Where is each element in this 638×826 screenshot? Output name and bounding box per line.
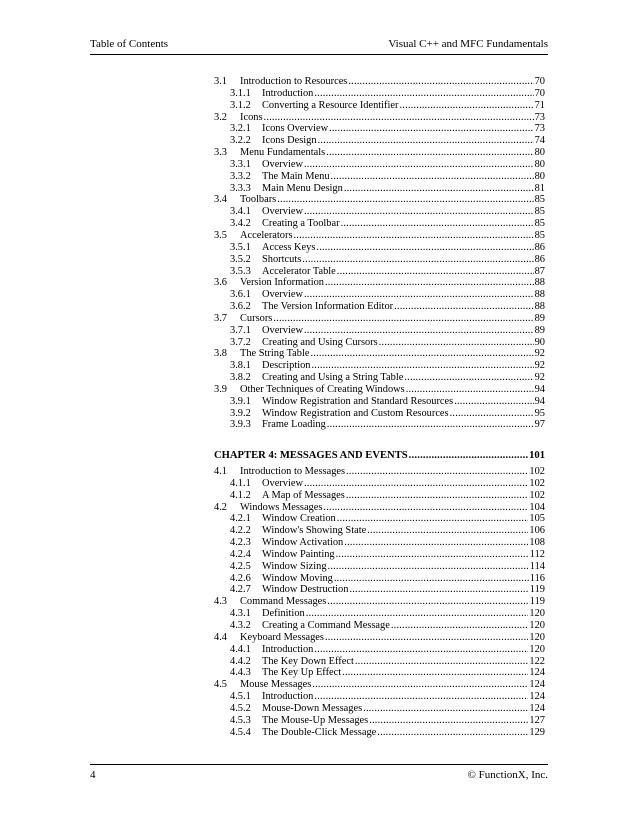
toc-entry[interactable] xyxy=(214,266,545,278)
toc-entry-page: 85 xyxy=(534,229,545,241)
dot-leader xyxy=(304,206,534,218)
toc-entry[interactable] xyxy=(214,525,545,537)
toc-entry-title: Introduction xyxy=(262,87,314,99)
dot-leader xyxy=(316,242,533,254)
dot-leader xyxy=(336,549,529,561)
chapter-page-number: 101 xyxy=(529,450,545,461)
toc-entry[interactable] xyxy=(214,254,545,266)
toc-entry[interactable] xyxy=(214,419,545,431)
toc-entry-title: Introduction xyxy=(262,643,314,655)
toc-entry[interactable] xyxy=(214,573,545,585)
toc-entry[interactable] xyxy=(214,100,545,112)
toc-entry-page: 102 xyxy=(529,466,545,477)
dot-leader xyxy=(355,656,529,668)
dot-leader xyxy=(377,727,528,739)
toc-entry-number: 3.9.2 xyxy=(230,407,251,419)
toc-entry[interactable] xyxy=(214,656,545,668)
dot-leader xyxy=(346,466,528,478)
toc-entry-number: 3.8.1 xyxy=(230,360,251,372)
dot-leader xyxy=(323,502,528,514)
toc-entry-page: 129 xyxy=(529,726,545,738)
toc-entry-page: 81 xyxy=(534,182,545,194)
toc-entry-title: Overview xyxy=(262,158,303,170)
dot-leader xyxy=(325,632,528,644)
toc-entry-title: Mouse-Down Messages xyxy=(262,702,363,714)
toc-entry-number: 3.9.1 xyxy=(230,395,251,407)
toc-entry-number: 4.5.3 xyxy=(230,714,251,726)
dot-leader xyxy=(331,171,534,183)
toc-entry-page: 120 xyxy=(529,608,545,620)
dot-leader xyxy=(304,159,534,171)
toc-entry-page: 92 xyxy=(534,372,545,384)
dot-leader xyxy=(391,620,529,632)
toc-entry-page: 70 xyxy=(534,87,545,99)
toc-entry-number: 3.6.1 xyxy=(230,289,251,301)
dot-leader xyxy=(349,584,528,596)
dot-leader xyxy=(304,289,534,301)
toc-entry-title: Overview xyxy=(262,477,303,489)
toc-entry-title: The Key Up Effect xyxy=(262,667,342,679)
toc-entry-page: 124 xyxy=(529,667,545,679)
toc-entry-page: 85 xyxy=(534,218,545,230)
toc-entry-page: 104 xyxy=(529,501,545,513)
toc-entry-page: 85 xyxy=(534,194,545,206)
toc-entry[interactable] xyxy=(214,289,545,301)
toc-entry-number: 3.8.2 xyxy=(230,372,251,384)
toc-entry-page: 124 xyxy=(529,691,545,703)
toc-entry-number: 3.7.1 xyxy=(230,324,251,336)
toc-entry[interactable] xyxy=(214,679,545,691)
toc-entry-number: 4.2.5 xyxy=(230,560,251,572)
toc-entry-page: 89 xyxy=(534,312,545,324)
dot-leader xyxy=(314,88,533,100)
toc-entry-title: Window Destruction xyxy=(262,584,349,596)
toc-entry-number: 4.4.1 xyxy=(230,643,251,655)
toc-entry[interactable] xyxy=(214,608,545,620)
toc-entry-number: 3.9 xyxy=(214,383,227,395)
dot-leader xyxy=(304,478,528,490)
toc-entry-title: Command Messages xyxy=(240,596,327,608)
header-book-title: Visual C++ and MFC Fundamentals xyxy=(388,38,548,50)
toc-entry-number: 4.1.1 xyxy=(230,477,251,489)
dot-leader xyxy=(409,450,528,461)
toc-entry-page: 116 xyxy=(529,572,545,584)
toc-entry-number: 3.3 xyxy=(214,147,227,159)
dot-leader xyxy=(318,135,534,147)
chapter-title: CHAPTER 4: MESSAGES AND EVENTS xyxy=(214,450,408,461)
toc-entry-number: 3.5.3 xyxy=(230,265,251,277)
toc-entry-page: 119 xyxy=(529,584,545,596)
toc-entry-page: 105 xyxy=(529,513,545,525)
dot-leader xyxy=(294,230,534,242)
toc-entry-page: 114 xyxy=(529,560,545,572)
toc-entry-title: The String Table xyxy=(240,348,310,360)
page-footer xyxy=(90,764,548,782)
toc-entry-title: Mouse Messages xyxy=(240,679,312,691)
toc-entry-page: 102 xyxy=(529,489,545,501)
toc-entry-title: Window Creation xyxy=(262,513,336,525)
toc-entry-number: 3.6.2 xyxy=(230,301,251,313)
toc-entry-page: 88 xyxy=(534,301,545,313)
dot-leader xyxy=(311,360,533,372)
toc-entry-title: Accelerator Table xyxy=(262,265,336,277)
dot-leader xyxy=(312,679,528,691)
toc-entry[interactable] xyxy=(214,502,545,514)
toc-entry-page: 85 xyxy=(534,206,545,218)
toc-entry-page: 86 xyxy=(534,241,545,253)
toc-chapter-heading[interactable] xyxy=(214,450,545,461)
toc-entry-number: 4.3.2 xyxy=(230,619,251,631)
toc-entry-title: The Main Menu xyxy=(262,170,330,182)
toc-entry-number: 3.9.3 xyxy=(230,419,251,431)
toc-entry-title: Overview xyxy=(262,324,303,336)
toc-entry-title: Icons Design xyxy=(262,135,317,147)
dot-leader xyxy=(341,218,534,230)
toc-entry-page: 90 xyxy=(534,336,545,348)
toc-entry-page: 73 xyxy=(534,123,545,135)
toc-entry-title: Converting a Resource Identifier xyxy=(262,99,399,111)
dot-leader xyxy=(302,254,533,266)
toc-entry-number: 4.5 xyxy=(214,679,227,691)
toc-entry[interactable] xyxy=(214,123,545,135)
toc-entry-number: 4.2.7 xyxy=(230,584,251,596)
toc-entry[interactable] xyxy=(214,218,545,230)
toc-entry-title: Window Activation xyxy=(262,537,344,549)
toc-entry-number: 4.1.2 xyxy=(230,489,251,501)
toc-entry-number: 4.5.1 xyxy=(230,691,251,703)
toc-entry-page: 92 xyxy=(534,348,545,360)
toc-entry-page: 120 xyxy=(529,643,545,655)
toc-entry-page: 88 xyxy=(534,289,545,301)
toc-entry-title: Windows Messages xyxy=(240,501,323,513)
dot-leader xyxy=(342,667,528,679)
toc-entry[interactable] xyxy=(214,691,545,703)
toc-entry[interactable] xyxy=(214,584,545,596)
dot-leader xyxy=(348,76,533,88)
toc-entry-title: The Double-Click Message xyxy=(262,726,377,738)
toc-entry[interactable] xyxy=(214,513,545,525)
toc-entry-title: Icons xyxy=(240,111,263,123)
toc-entry-title: The Version Information Editor xyxy=(262,301,394,313)
toc-entry-title: Shortcuts xyxy=(262,253,302,265)
toc-entry-number: 3.1.1 xyxy=(230,87,251,99)
dot-leader xyxy=(306,608,529,620)
dot-leader xyxy=(304,325,534,337)
dot-leader xyxy=(334,573,529,585)
toc-entry[interactable] xyxy=(214,396,545,408)
toc-entry-number: 3.4 xyxy=(214,194,227,206)
dot-leader xyxy=(399,100,533,112)
dot-leader xyxy=(379,337,534,349)
toc-entry-title: Creating a Command Message xyxy=(262,619,390,631)
toc-entry[interactable] xyxy=(214,76,545,88)
toc-entry[interactable] xyxy=(214,277,545,289)
dot-leader xyxy=(337,266,534,278)
toc-entry-title: Menu Fundamentals xyxy=(240,147,326,159)
toc-entry-page: 89 xyxy=(534,324,545,336)
dot-leader xyxy=(264,112,534,124)
dot-leader xyxy=(406,384,534,396)
toc-entry[interactable] xyxy=(214,112,545,124)
dot-leader xyxy=(367,525,528,537)
toc-entry-number: 3.5 xyxy=(214,229,227,241)
toc-entry-number: 3.3.1 xyxy=(230,158,251,170)
toc-entry-title: Creating a Toolbar xyxy=(262,218,340,230)
toc-entry-page: 95 xyxy=(534,407,545,419)
dot-leader xyxy=(363,703,528,715)
toc-entry[interactable] xyxy=(214,384,545,396)
toc-entry-title: Creating and Using Cursors xyxy=(262,336,378,348)
dot-leader xyxy=(344,183,534,195)
toc-entry-number: 4.2.3 xyxy=(230,537,251,549)
toc-entry-number: 3.1 xyxy=(214,76,227,87)
toc-entry[interactable] xyxy=(214,194,545,206)
toc-entry-number: 4.4.3 xyxy=(230,667,251,679)
toc-entry[interactable] xyxy=(214,88,545,100)
toc-entry-page: 97 xyxy=(534,419,545,431)
toc-entry-page: 122 xyxy=(529,655,545,667)
toc-entry-number: 4.2 xyxy=(214,501,227,513)
toc-entry[interactable] xyxy=(214,561,545,573)
dot-leader xyxy=(346,490,529,502)
toc-entry-number: 4.4 xyxy=(214,631,227,643)
toc-entry-number: 3.3.2 xyxy=(230,170,251,182)
toc-entry-page: 94 xyxy=(534,383,545,395)
toc-entry-number: 3.2 xyxy=(214,111,227,123)
toc-entry-title: Window's Showing State xyxy=(262,525,367,537)
toc-entry-page: 74 xyxy=(534,135,545,147)
toc-entry[interactable] xyxy=(214,727,545,739)
toc-entry-page: 120 xyxy=(529,631,545,643)
toc-entry-number: 4.2.1 xyxy=(230,513,251,525)
dot-leader xyxy=(314,644,528,656)
toc-entry-number: 4.2.2 xyxy=(230,525,251,537)
toc-entry[interactable] xyxy=(214,206,545,218)
dot-leader xyxy=(404,372,533,384)
toc-entry-page: 73 xyxy=(534,111,545,123)
toc-entry-title: Keyboard Messages xyxy=(240,631,324,643)
toc-entry-number: 3.1.2 xyxy=(230,99,251,111)
toc-entry-number: 3.7.2 xyxy=(230,336,251,348)
dot-leader xyxy=(326,147,533,159)
toc-entry-title: The Mouse-Up Messages xyxy=(262,714,369,726)
toc-entry-number: 3.6 xyxy=(214,277,227,289)
toc-section-chapter-4 xyxy=(214,466,545,738)
toc-entry-page: 88 xyxy=(534,277,545,289)
toc-entry-page: 92 xyxy=(534,360,545,372)
dot-leader xyxy=(329,123,534,135)
toc-entry-page: 120 xyxy=(529,619,545,631)
toc-entry[interactable] xyxy=(214,360,545,372)
dot-leader xyxy=(337,513,529,525)
footer-copyright: © FunctionX, Inc. xyxy=(467,769,548,781)
toc-entry-page: 124 xyxy=(529,702,545,714)
toc-entry-title: Overview xyxy=(262,206,303,218)
toc-entry[interactable] xyxy=(214,301,545,313)
toc-entry[interactable] xyxy=(214,549,545,561)
dot-leader xyxy=(327,419,534,431)
toc-entry[interactable] xyxy=(214,537,545,549)
toc-entry-number: 4.3 xyxy=(214,596,227,608)
toc-entry-title: Window Painting xyxy=(262,548,335,560)
toc-entry-title: Accelerators xyxy=(240,229,293,241)
toc-entry[interactable] xyxy=(214,667,545,679)
toc-entry[interactable] xyxy=(214,135,545,147)
toc-entry-title: Introduction xyxy=(262,691,314,703)
toc-entry[interactable] xyxy=(214,242,545,254)
dot-leader xyxy=(327,596,529,608)
toc-entry-page: 94 xyxy=(534,395,545,407)
toc-entry-number: 4.4.2 xyxy=(230,655,251,667)
dot-leader xyxy=(311,348,534,360)
toc-entry-number: 3.8 xyxy=(214,348,227,360)
toc-entry-page: 80 xyxy=(534,158,545,170)
toc-entry-number: 3.4.2 xyxy=(230,218,251,230)
toc-entry[interactable] xyxy=(214,596,545,608)
toc-entry-number: 3.5.1 xyxy=(230,241,251,253)
dot-leader xyxy=(325,277,534,289)
toc-entry[interactable] xyxy=(214,348,545,360)
dot-leader xyxy=(394,301,534,313)
toc-entry-title: Toolbars xyxy=(240,194,277,206)
toc-entry-number: 4.2.4 xyxy=(230,548,251,560)
toc-entry-page: 80 xyxy=(534,147,545,159)
toc-entry-page: 80 xyxy=(534,170,545,182)
toc-entry[interactable] xyxy=(214,313,545,325)
dot-leader xyxy=(454,396,533,408)
toc-entry-page: 106 xyxy=(529,525,545,537)
toc-entry-page: 119 xyxy=(529,596,545,608)
toc-section-chapter-3 xyxy=(214,76,545,431)
toc-entry[interactable] xyxy=(214,230,545,242)
toc-entry-title: Creating and Using a String Table xyxy=(262,372,404,384)
toc-entry[interactable] xyxy=(214,620,545,632)
toc-entry-title: Description xyxy=(262,360,311,372)
toc-entry[interactable] xyxy=(214,703,545,715)
toc-entry-title: Window Registration and Custom Resources xyxy=(262,407,449,419)
toc-entry-number: 3.2.1 xyxy=(230,123,251,135)
toc-entry-page: 112 xyxy=(529,548,545,560)
toc-entry-page: 127 xyxy=(529,714,545,726)
toc-entry-number: 3.2.2 xyxy=(230,135,251,147)
toc-entry-title: The Key Down Effect xyxy=(262,655,354,667)
toc-entry[interactable] xyxy=(214,644,545,656)
toc-entry-page: 70 xyxy=(534,76,545,87)
toc-entry-title: Introduction to Resources xyxy=(240,76,348,87)
dot-leader xyxy=(273,313,533,325)
toc-entry-title: Icons Overview xyxy=(262,123,329,135)
toc-entry-title: Window Moving xyxy=(262,572,333,584)
toc-entry[interactable] xyxy=(214,183,545,195)
dot-leader xyxy=(450,408,534,420)
toc-entry-page: 71 xyxy=(534,99,545,111)
toc-entry-title: A Map of Messages xyxy=(262,489,345,501)
toc-entry-title: Introduction to Messages xyxy=(240,466,346,477)
toc-entry-title: Definition xyxy=(262,608,305,620)
toc-entry-number: 3.5.2 xyxy=(230,253,251,265)
toc-entry-title: Access Keys xyxy=(262,241,316,253)
toc-entry[interactable] xyxy=(214,490,545,502)
toc-entry[interactable] xyxy=(214,478,545,490)
header-section-title: Table of Contents xyxy=(90,38,169,50)
toc-entry-number: 4.5.2 xyxy=(230,702,251,714)
toc-entry[interactable] xyxy=(214,632,545,644)
page-header xyxy=(90,38,548,55)
toc-entry-number: 4.5.4 xyxy=(230,726,251,738)
toc-entry[interactable] xyxy=(214,325,545,337)
toc-entry-title: Cursors xyxy=(240,312,273,324)
dot-leader xyxy=(314,691,528,703)
toc-entry-page: 86 xyxy=(534,253,545,265)
toc-entry-page: 87 xyxy=(534,265,545,277)
toc-entry-title: Version Information xyxy=(240,277,324,289)
toc-entry[interactable] xyxy=(214,408,545,420)
toc-entry[interactable] xyxy=(214,159,545,171)
toc-entry[interactable] xyxy=(214,171,545,183)
toc-entry-title: Frame Loading xyxy=(262,419,326,431)
toc-entry-page: 102 xyxy=(529,477,545,489)
footer-page-number: 4 xyxy=(90,769,96,781)
toc-entry-title: Main Menu Design xyxy=(262,182,343,194)
toc-entry-number: 4.1 xyxy=(214,466,227,477)
toc-entry-number: 3.3.3 xyxy=(230,182,251,194)
toc-entry-number: 4.3.1 xyxy=(230,608,251,620)
toc-entry-number: 3.4.1 xyxy=(230,206,251,218)
toc-entry-title: Overview xyxy=(262,289,303,301)
dot-leader xyxy=(277,194,533,206)
toc-entry[interactable] xyxy=(214,147,545,159)
toc-entry-title: Window Registration and Standard Resources xyxy=(262,395,454,407)
toc-entry[interactable] xyxy=(214,715,545,727)
dot-leader xyxy=(369,715,528,727)
dot-leader xyxy=(328,561,529,573)
toc-entry-title: Other Techniques of Creating Windows xyxy=(240,383,405,395)
toc-entry-number: 3.7 xyxy=(214,312,227,324)
toc-entry-page: 108 xyxy=(529,537,545,549)
toc-entry[interactable] xyxy=(214,372,545,384)
toc-entry-number: 4.2.6 xyxy=(230,572,251,584)
toc-entry[interactable] xyxy=(214,466,545,478)
dot-leader xyxy=(344,537,528,549)
toc-entry-title: Window Sizing xyxy=(262,560,327,572)
toc-entry[interactable] xyxy=(214,337,545,349)
toc-entry-page: 124 xyxy=(529,679,545,691)
